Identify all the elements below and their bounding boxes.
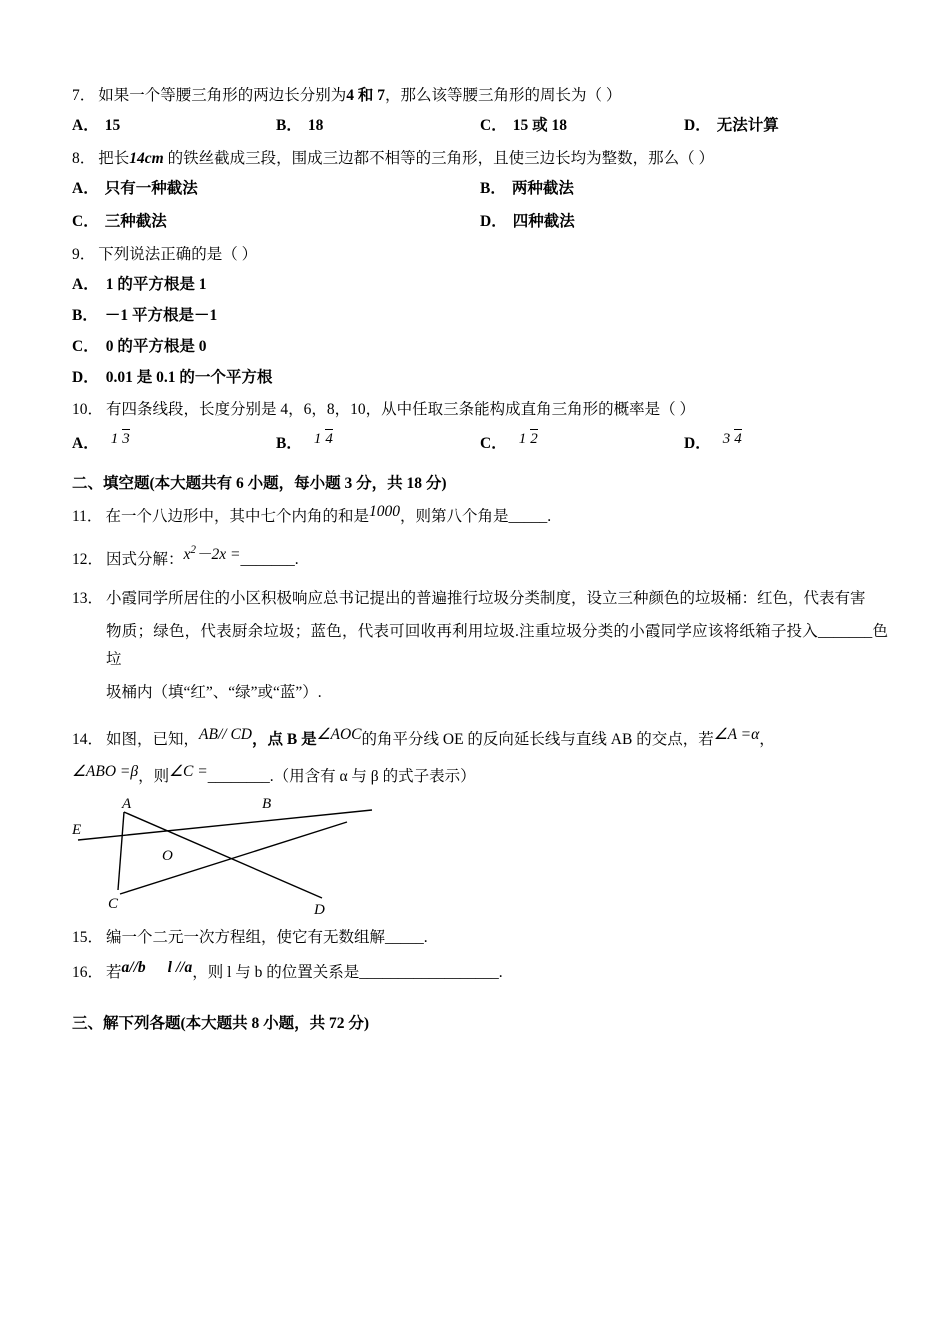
page-content xyxy=(72,84,888,1045)
option-d-text: 四种截法 xyxy=(512,213,575,231)
question-14-math-ab-cd: AB// CD xyxy=(199,725,252,743)
question-7-option-d xyxy=(684,114,888,139)
question-8-option-b xyxy=(480,177,888,202)
question-14-number: 14． xyxy=(72,730,104,748)
question-16-math-2: l //a xyxy=(167,959,193,977)
question-14-mid-1: ，点 B 是 xyxy=(252,730,317,748)
option-c-label: C． xyxy=(480,117,507,135)
question-12-number: 12． xyxy=(72,550,104,568)
figure-label-O: O xyxy=(162,848,173,865)
option-a-text: 1 的平方根是 1 xyxy=(105,276,207,294)
question-10-text: 有四条线段，长度分别是 4，6，8，10，从中任取三条能构成直角三角形的概率是（ ） xyxy=(106,401,696,419)
question-14-mid-2: 的角平分线 OE 的反向延长线与直线 AB 的交点，若 xyxy=(361,730,714,748)
question-8-text-mid: 14cm xyxy=(129,150,164,168)
question-10-option-d xyxy=(684,428,888,453)
option-b-label: B． xyxy=(480,180,506,198)
question-14-text-2 xyxy=(72,762,888,788)
option-b-label: B． xyxy=(72,307,98,325)
question-12-text-pre: 因式分解： xyxy=(106,550,184,568)
question-16-text xyxy=(106,961,888,984)
question-9-number: 9． xyxy=(72,245,96,263)
question-8-options-row1 xyxy=(72,177,888,202)
question-7-text-mid: 4 和 7 xyxy=(346,87,386,104)
question-11-text xyxy=(105,505,888,528)
option-c-label: C． xyxy=(72,213,99,231)
option-c-text: 0 的平方根是 0 xyxy=(105,338,207,356)
question-10-option-c xyxy=(480,428,684,453)
question-12-text-post: _______. xyxy=(240,550,299,568)
question-10 xyxy=(72,398,888,421)
fraction-denominator: 2 xyxy=(530,431,538,448)
question-7-number: 7． xyxy=(72,87,96,104)
question-13-line-3: 圾桶内（填“红”、“绿”或“蓝”）. xyxy=(106,683,322,701)
question-9-option-b xyxy=(72,304,888,328)
option-a-label: A． xyxy=(72,435,99,453)
section-2-heading: 二、填空题(本大题共有 6 小题，每小题 3 分，共 18 分) xyxy=(72,475,447,493)
question-14-text-post: ________.（用含有 α 与 β 的式子表示） xyxy=(207,767,476,785)
question-11-text-pre: 在一个八边形中，其中七个内角的和是 xyxy=(105,508,369,526)
question-8-option-a xyxy=(72,177,480,202)
question-7-text xyxy=(98,84,888,107)
question-16-number: 16． xyxy=(72,964,104,982)
question-7-options xyxy=(72,114,888,139)
option-c-text: 三种截法 xyxy=(104,213,167,231)
question-14-figure xyxy=(72,798,888,919)
question-14-math-angle-c: ∠C = xyxy=(169,762,208,780)
math-base: x xyxy=(183,545,191,563)
question-15 xyxy=(72,926,888,949)
question-13-line-1: 小霞同学所居住的小区积极响应总书记提出的普遍推行垃圾分类制度，设立三种颜色的垃圾桶：红色，代表有害 xyxy=(106,589,866,607)
option-d-label: D． xyxy=(684,435,711,453)
fraction-numerator: 1 xyxy=(110,431,119,448)
section-3-heading: 三、解下列各题(本大题共 8 小题，共 72 分) xyxy=(72,1014,370,1032)
option-c-text: 15 或 18 xyxy=(512,117,567,135)
question-14-math-angle-aoc: ∠AOC xyxy=(316,725,362,743)
figure-label-A: A xyxy=(122,798,132,813)
question-8-number: 8． xyxy=(72,150,96,168)
question-9-option-c xyxy=(72,335,888,359)
figure-label-B: B xyxy=(262,798,272,813)
figure-label-D: D xyxy=(314,902,325,919)
option-c-label: C． xyxy=(72,338,99,356)
question-9-text: 下列说法正确的是（ ） xyxy=(98,245,258,263)
math-rest: －2x = xyxy=(196,545,241,563)
question-13-line-2: 物质；绿色，代表厨余垃圾；蓝色，代表可回收再利用垃圾.注重垃圾分类的小霞同学应该将纸箱子投入_______色垃 xyxy=(106,622,888,669)
question-13-number: 13． xyxy=(72,589,104,607)
question-14-mid-3: ，则 xyxy=(138,767,170,785)
question-7-option-a xyxy=(72,114,276,139)
question-8 xyxy=(72,147,888,170)
fraction-numerator: 3 xyxy=(722,431,731,448)
question-12-math xyxy=(184,542,241,566)
question-7 xyxy=(72,84,888,107)
option-c-fraction xyxy=(515,432,538,448)
question-14 xyxy=(72,725,888,751)
question-14-tail-1: ， xyxy=(759,730,775,748)
question-10-options xyxy=(72,428,888,453)
question-8-text xyxy=(98,147,888,170)
option-a-label: A． xyxy=(72,180,99,198)
question-15-text: 编一个二元一次方程组，使它有无数组解_____. xyxy=(106,929,428,947)
question-11 xyxy=(72,505,888,528)
option-d-label: D． xyxy=(684,117,711,135)
question-16-text-pre: 若 xyxy=(106,964,122,982)
option-a-fraction xyxy=(107,432,130,448)
option-d-fraction xyxy=(719,432,742,448)
question-8-options-row2 xyxy=(72,210,888,235)
question-8-text-pre: 把长 xyxy=(98,150,130,168)
question-15-number: 15． xyxy=(72,929,104,947)
fraction-denominator: 3 xyxy=(122,431,130,448)
question-14-continued xyxy=(72,762,888,788)
question-14-math-angle-abo: ∠ABO =β xyxy=(72,762,139,780)
question-16 xyxy=(72,961,888,984)
question-14-text xyxy=(106,725,888,751)
question-13 xyxy=(72,585,888,712)
question-7-text-post: ，那么该等腰三角形的周长为（ ） xyxy=(385,87,622,104)
question-9-options xyxy=(72,273,888,390)
figure-label-C: C xyxy=(108,896,119,913)
fraction-denominator: 4 xyxy=(734,431,742,448)
question-14-math-angle-a: ∠A =α xyxy=(713,725,760,743)
question-13-text xyxy=(106,585,888,712)
option-a-label: A． xyxy=(72,276,99,294)
question-7-text-pre: 如果一个等腰三角形的两边长分别为 xyxy=(98,87,347,104)
question-8-text-post: 的铁丝截成三段，围成三边都不相等的三角形，且使三边长均为整数，那么（ ） xyxy=(163,150,714,168)
question-10-option-a xyxy=(72,428,276,453)
question-7-option-c xyxy=(480,114,684,139)
question-9 xyxy=(72,243,888,266)
option-b-fraction xyxy=(310,432,333,448)
question-14-text-pre: 如图，已知， xyxy=(106,730,200,748)
option-a-text: 15 xyxy=(104,117,121,135)
math-exponent: 2 xyxy=(190,543,196,556)
option-b-text: －1 平方根是－1 xyxy=(104,307,218,325)
option-b-text: 18 xyxy=(307,117,324,135)
option-d-text: 无法计算 xyxy=(716,117,779,135)
question-9-option-a xyxy=(72,273,888,297)
fraction-numerator: 1 xyxy=(518,431,527,448)
fraction-denominator: 4 xyxy=(325,431,333,448)
question-9-option-d xyxy=(72,366,888,390)
option-d-label: D． xyxy=(72,369,99,387)
question-16-math-1: a//b xyxy=(121,959,146,977)
question-8-option-c xyxy=(72,210,480,235)
option-b-text: 两种截法 xyxy=(511,180,574,198)
question-10-number: 10． xyxy=(72,401,104,419)
figure-label-E: E xyxy=(72,822,82,839)
question-12 xyxy=(72,543,888,571)
question-8-option-d xyxy=(480,210,888,235)
question-7-option-b xyxy=(276,114,480,139)
option-a-label: A． xyxy=(72,117,99,135)
option-b-label: B． xyxy=(276,117,302,135)
question-16-text-post: ，则 l 与 b 的位置关系是__________________. xyxy=(192,964,503,982)
question-11-number: 11． xyxy=(72,508,103,526)
option-b-label: B． xyxy=(276,435,302,453)
geometry-diagram xyxy=(72,798,472,918)
option-d-text: 0.01 是 0.1 的一个平方根 xyxy=(105,369,273,387)
question-11-math: 1000 xyxy=(368,503,400,521)
option-d-label: D． xyxy=(480,213,507,231)
question-10-option-b xyxy=(276,428,480,453)
question-11-text-post: ，则第八个角是_____. xyxy=(399,508,552,526)
option-c-label: C． xyxy=(480,435,507,453)
question-12-text xyxy=(106,543,888,571)
fraction-numerator: 1 xyxy=(313,431,322,448)
option-a-text: 只有一种截法 xyxy=(104,180,198,198)
